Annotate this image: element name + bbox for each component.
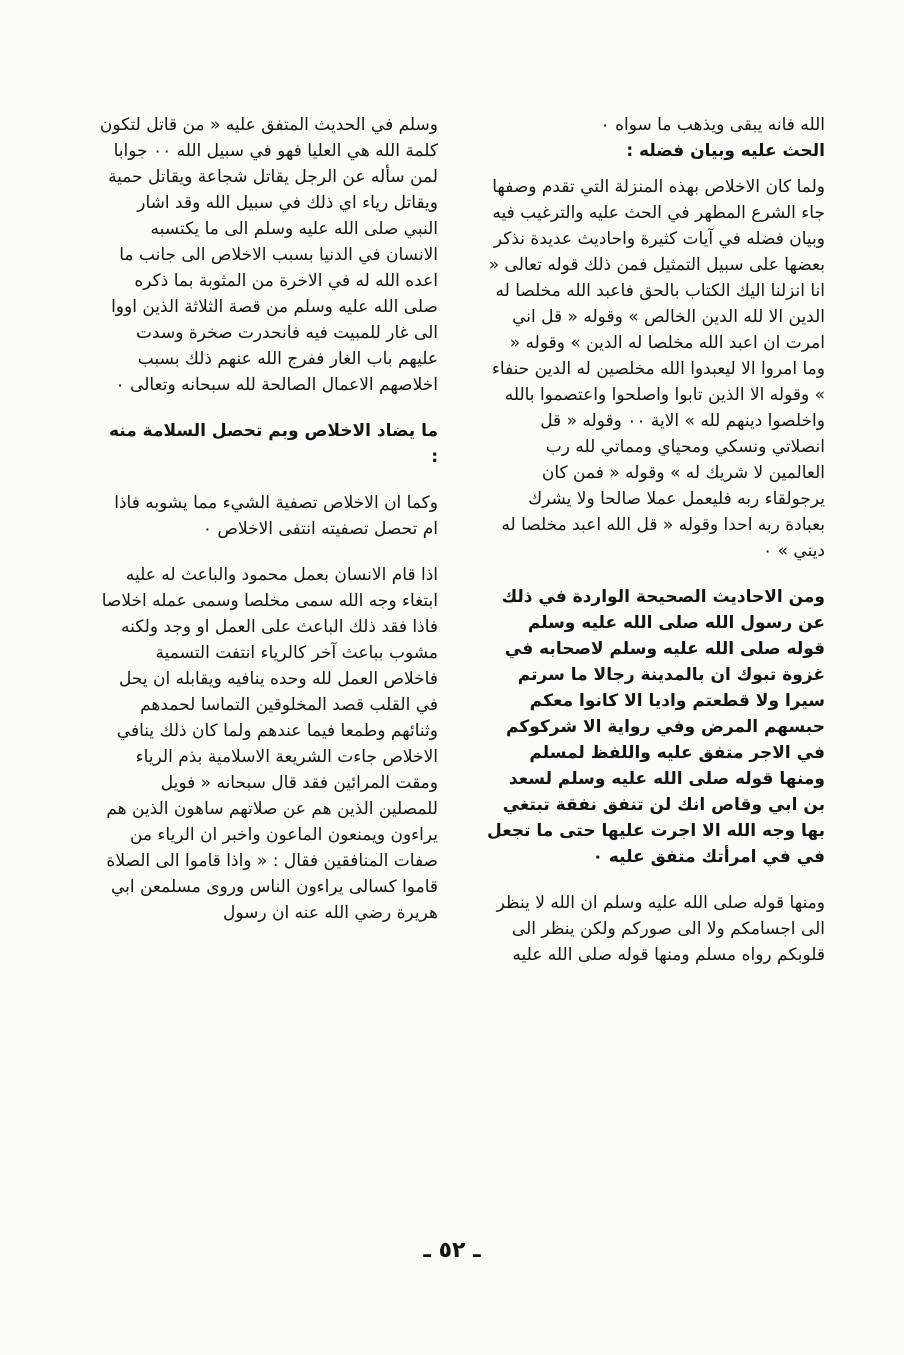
section-heading: الحث عليه وبيان فضله :: [626, 141, 825, 161]
page-number: ـ ٥٢ ـ: [423, 1238, 481, 1263]
paragraph: ولما كان الاخلاص بهذه المنزلة التي تقدم وصفها جاء الشرع المطهر في الحث عليه والترغيب فيه وبيان فضله في آيات كثيرة واحاديث عديدة نذكر بعضها على سبيل التمثيل فمن ذلك قوله تعالى « انا انزلنا اليك الكتاب بالحق فاعبد الله مخلصا له الدين الا لله الدين الخالص » وقوله « قل اني امرت ان اعبد الله مخلصا له الدين » وقوله « وما امروا الا ليعبدوا الله مخلصين له الدين حنفاء » وقوله الا الذين تابوا واصلحوا واعتصموا بالله واخلصوا دينهم لله » الاية ٠٠ وقوله « قل انصلاتي ونسكي ومحياي ومماتي لله رب العالمين لا شريك له » وقوله « فمن كان يرجولقاء ربه فليعمل عملا صالحا ولا يشرك بعبادة ربه احدا وقوله « قل الله اعبد مخلصا له ديني » ٠: [488, 177, 825, 561]
section-heading: ما يضاد الاخلاص وبم تحصل السلامة منه :: [108, 421, 438, 467]
bold-paragraph: ومن الاحاديث الصحيحة الواردة في ذلك عن رسول الله صلى الله عليه وسلم قوله صلى الله عليه وسلم لاصحابه في غزوة تبوك ان بالمدينة رجالا ما سرتم سيرا ولا قطعتم واديا الا كانوا معكم حبسهم المرض وفي رواية الا شركوكم في الاجر متفق عليه واللفظ لمسلم ومنها قوله صلى الله عليه وسلم لسعد بن ابي وقاص انك لن تنفق نفقة تبتغي بها وجه الله الا اجرت عليها حتى ما تجعل في في امرأتك متفق عليه ٠: [487, 587, 825, 867]
paragraph: وكما ان الاخلاص تصفية الشيء مما يشوبه فاذا ام تحصل تصفيته انتفى الاخلاص ٠: [114, 493, 438, 539]
left-column: [98, 112, 438, 926]
paragraph: الله فانه يبقى ويذهب ما سواه ٠: [600, 115, 825, 135]
paragraph: ومنها قوله صلى الله عليه وسلم ان الله لا ينظر الى اجسامكم ولا الى صوركم ولكن ينظر الى قلوبكم رواه مسلم ومنها قوله صلى الله عليه: [496, 893, 825, 965]
paragraph: اذا قام الانسان بعمل محمود والباعث له عليه ابتغاء وجه الله سمى مخلصا وسمى عمله اخلاصا فاذا فقد ذلك الباعث على العمل او وجد ولكنه مشوب بباعث آخر كالرياء انتفت التسمية فاخلاص العمل لله وحده ينافيه ويقابله ان يحل في القلب قصد المخلوقين التماسا لحمدهم وثنائهم وطمعا فيما عندهم ولما كان ذلك ينافي الاخلاص جاءت الشريعة الاسلامية بذم الرياء ومقت المرائين فقد قال سبحانه « فويل للمصلين الذين هم عن صلاتهم ساهون الذين هم يراءون ويمنعون الماعون واخبر ان الرياء من صفات المنافقين فقال : « واذا قاموا الى الصلاة قاموا كسالى يراءون الناس وروى مسلمعن ابي هريرة رضي الله عنه ان رسول: [101, 565, 438, 923]
paragraph: وسلم في الحديث المتفق عليه « من قاتل لتكون كلمة الله هي العليا فهو في سبيل الله ٠٠ جوابا لمن سأله عن الرجل يقاتل شجاعة ويقاتل حمية ويقاتل رياء اي ذلك في سبيل الله وقد اشار النبي صلى الله عليه وسلم الى ما يكتسبه الانسان في الدنيا بسبب الاخلاص الى جانب ما اعده الله له في الاخرة من المثوبة بما ذكره صلى الله عليه وسلم من قصة الثلاثة الذين اووا الى غار للمبيت فيه فانحدرت صخرة وسدت عليهم باب الغار ففرج الله عنهم ذلك بسبب اخلاصهم الاعمال الصالحة لله سبحانه وتعالى ٠: [99, 115, 438, 395]
right-column: [485, 112, 825, 968]
